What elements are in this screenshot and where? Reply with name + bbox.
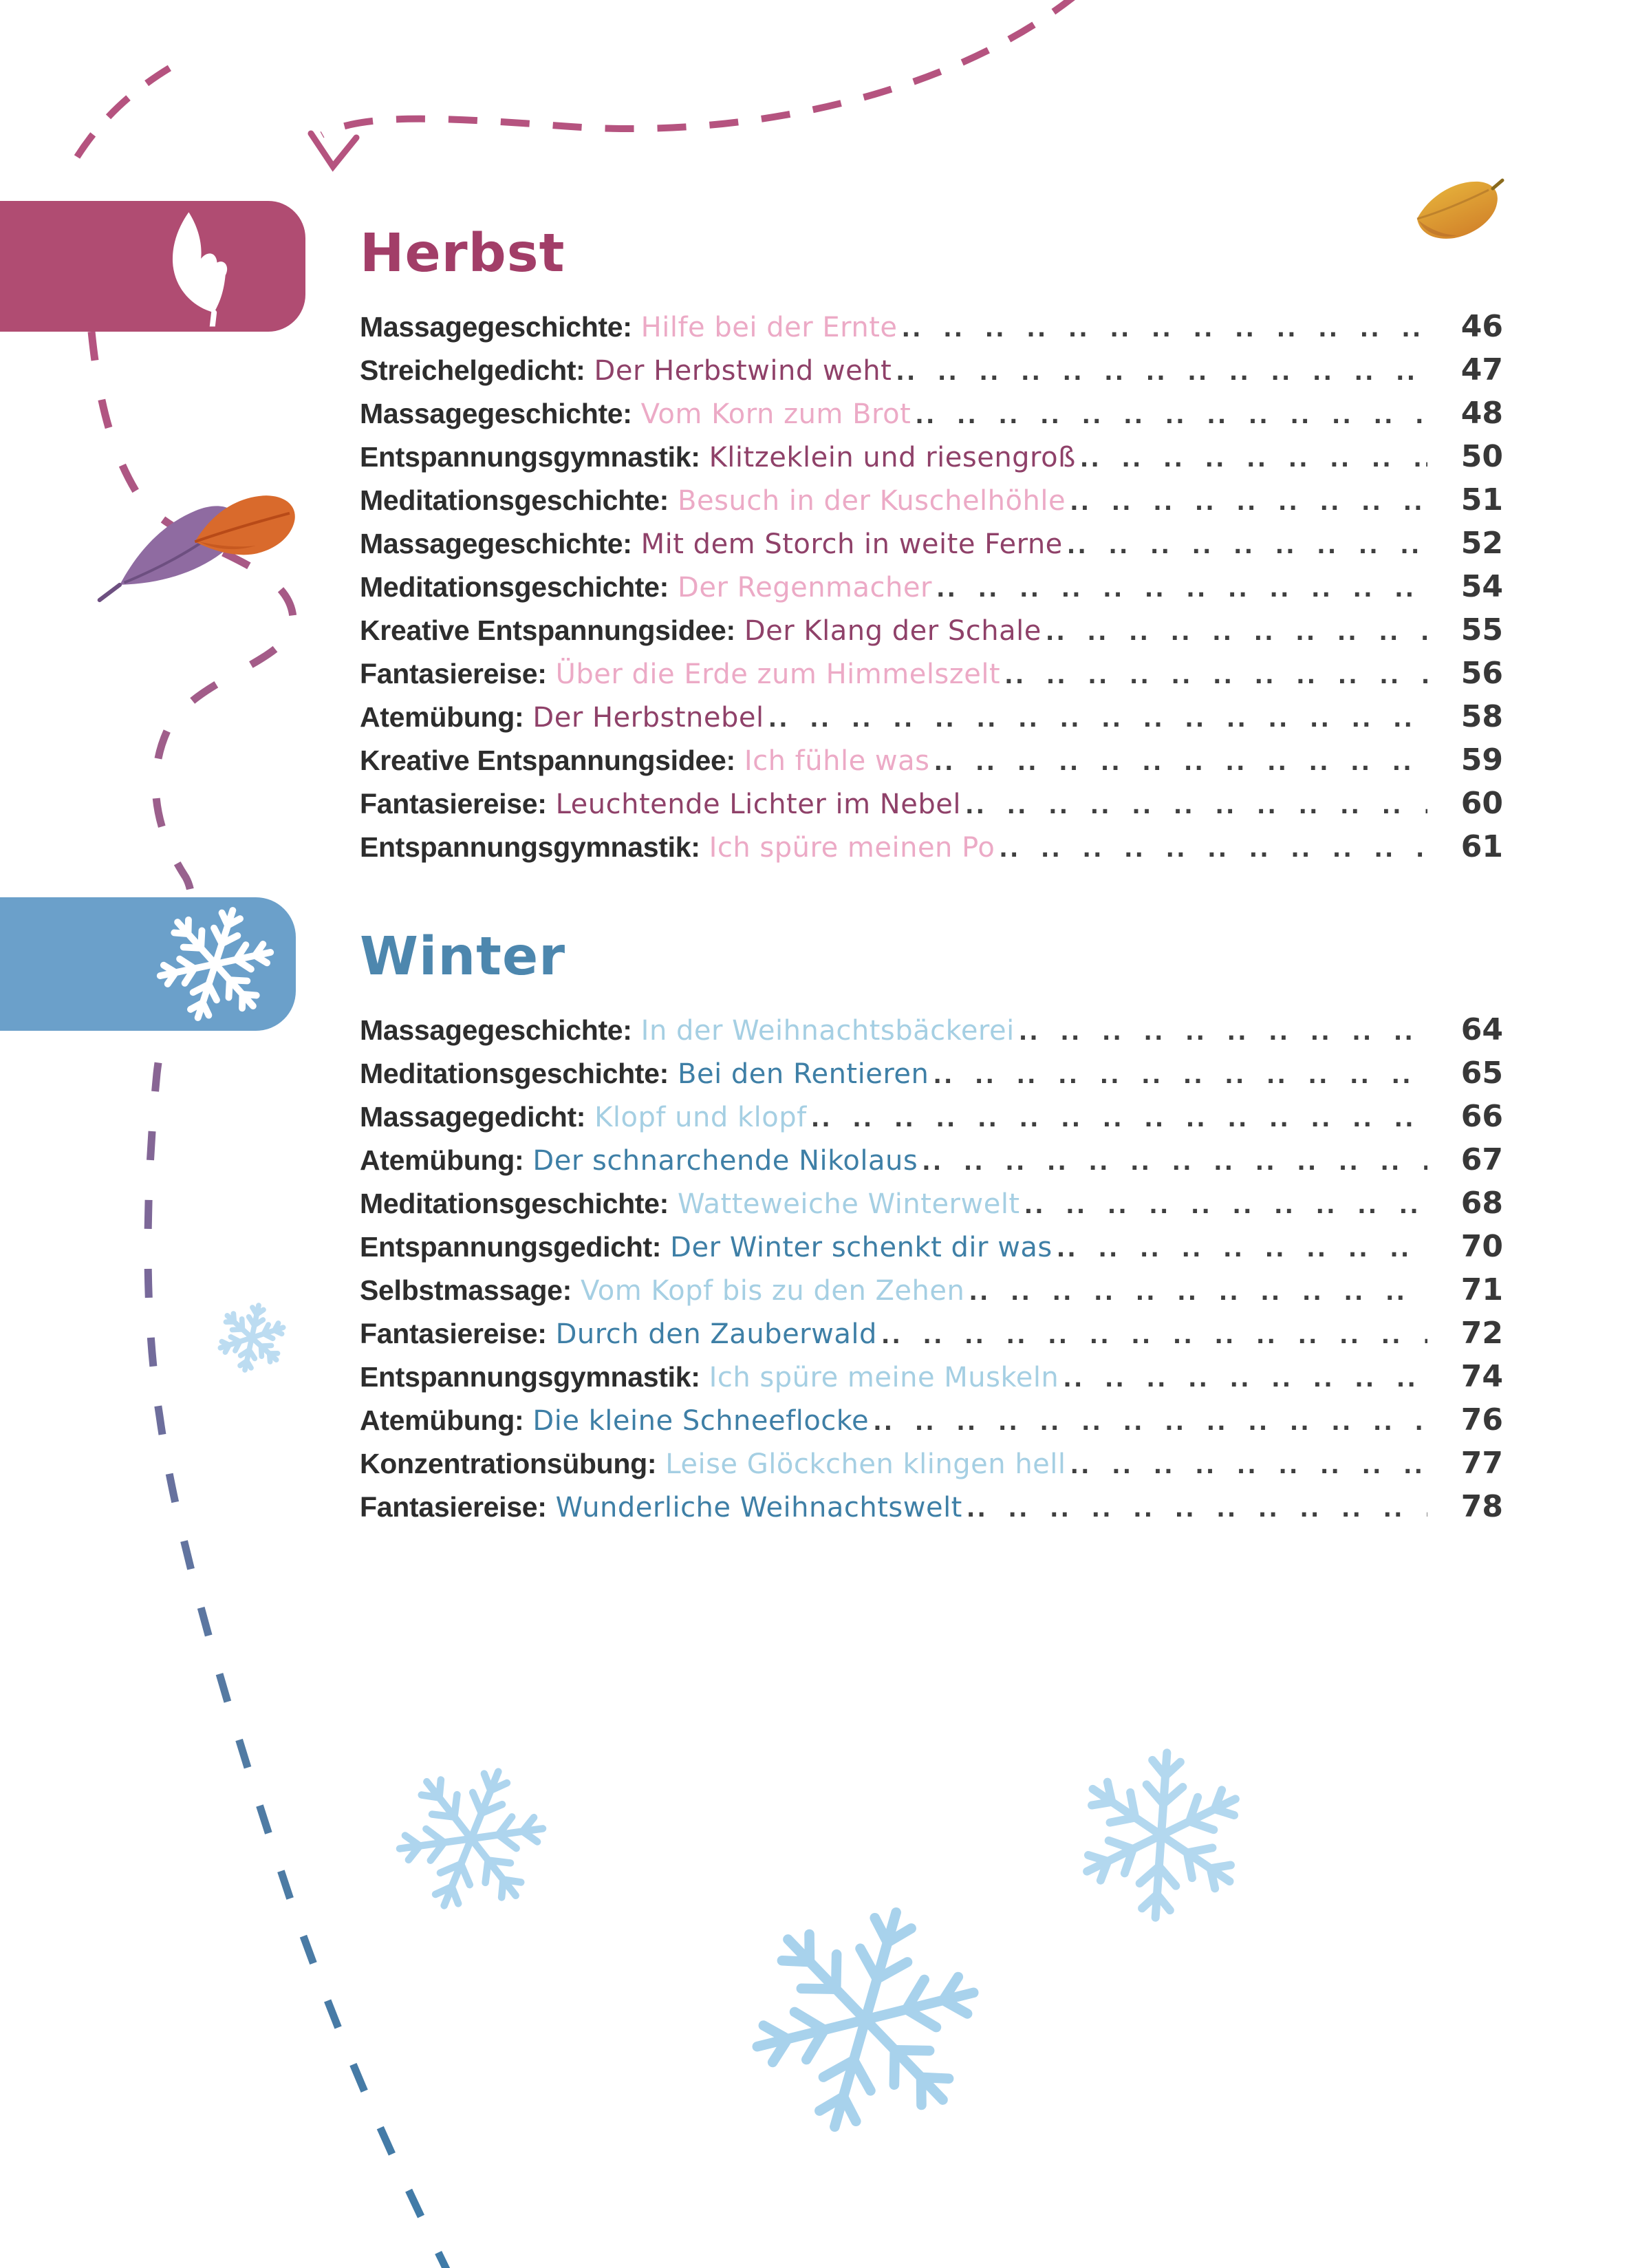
toc-row bbox=[360, 1099, 1503, 1142]
toc-row bbox=[360, 309, 1503, 352]
dot-leader bbox=[811, 1105, 1427, 1132]
toc-row bbox=[360, 569, 1503, 612]
dot-leader bbox=[1024, 1192, 1427, 1219]
dot-leader bbox=[1046, 619, 1427, 645]
entry-page: 52 bbox=[1460, 526, 1503, 561]
dot-leader bbox=[934, 749, 1427, 775]
section-title: Winter bbox=[360, 926, 566, 987]
entry-category: Atemübung: bbox=[360, 1404, 524, 1436]
dot-leader bbox=[915, 402, 1427, 429]
dot-leader bbox=[1067, 532, 1427, 559]
entry-category: Massagegedicht: bbox=[360, 1101, 586, 1133]
toc-row bbox=[360, 1446, 1503, 1489]
entry-page: 54 bbox=[1460, 569, 1503, 604]
toc-row bbox=[360, 656, 1503, 699]
entry-category: Fantasiereise: bbox=[360, 788, 547, 820]
dot-leader bbox=[922, 1148, 1427, 1175]
section-herbst bbox=[360, 223, 1503, 873]
entry-page: 55 bbox=[1460, 612, 1503, 648]
entry-page: 67 bbox=[1460, 1142, 1503, 1177]
entry-title: Der Herbstwind weht bbox=[594, 355, 892, 387]
toc-row bbox=[360, 1402, 1503, 1446]
toc-row bbox=[360, 1186, 1503, 1229]
entry-page: 50 bbox=[1460, 439, 1503, 474]
top-dashed-curve bbox=[77, 0, 1077, 167]
entry-page: 66 bbox=[1460, 1099, 1503, 1134]
entry-page: 64 bbox=[1460, 1012, 1503, 1047]
herbst-season-badge bbox=[0, 201, 305, 332]
dot-leader bbox=[936, 575, 1427, 602]
toc-rows bbox=[360, 1012, 1503, 1532]
snowflake-icon bbox=[1075, 1747, 1247, 1923]
snowflake-icon bbox=[150, 899, 281, 1029]
entry-page: 59 bbox=[1460, 742, 1503, 778]
entry-title: Die kleine Schneeflocke bbox=[532, 1405, 870, 1437]
entry-title: Der Klang der Schale bbox=[744, 615, 1042, 647]
arrowhead-icon bbox=[311, 133, 356, 167]
dot-leader bbox=[933, 1062, 1427, 1089]
entry-title: Leuchtende Lichter im Nebel bbox=[555, 789, 961, 820]
entry-category: Meditationsgeschichte: bbox=[360, 1058, 669, 1089]
toc-row bbox=[360, 829, 1503, 873]
toc-row bbox=[360, 1272, 1503, 1316]
toc-row bbox=[360, 526, 1503, 569]
entry-page: 51 bbox=[1460, 482, 1503, 517]
dot-leader bbox=[1080, 445, 1427, 472]
entry-page: 76 bbox=[1460, 1402, 1503, 1437]
section-title: Herbst bbox=[360, 223, 565, 284]
entry-page: 78 bbox=[1460, 1489, 1503, 1524]
entry-title: Vom Korn zum Brot bbox=[640, 398, 911, 430]
toc-row bbox=[360, 396, 1503, 439]
entry-category: Entspannungsgymnastik: bbox=[360, 441, 700, 473]
entry-page: 47 bbox=[1460, 352, 1503, 387]
entry-category: Konzentrationsübung: bbox=[360, 1448, 657, 1479]
toc-row bbox=[360, 742, 1503, 786]
entry-page: 48 bbox=[1460, 396, 1503, 431]
entry-category: Fantasiereise: bbox=[360, 1318, 547, 1349]
entry-title: Besuch in der Kuschelhöhle bbox=[678, 485, 1066, 517]
entry-category: Massagegeschichte: bbox=[360, 1014, 632, 1046]
feather-icon bbox=[165, 206, 282, 327]
section-winter bbox=[360, 926, 1503, 1532]
entry-category: Massagegeschichte: bbox=[360, 398, 632, 429]
entry-page: 61 bbox=[1460, 829, 1503, 864]
toc-row bbox=[360, 612, 1503, 656]
entry-page: 58 bbox=[1460, 699, 1503, 734]
entry-category: Streichelgedicht: bbox=[360, 354, 585, 386]
snowflake-icon bbox=[213, 1298, 290, 1376]
entry-title: Watteweiche Winterwelt bbox=[678, 1188, 1020, 1220]
entry-category: Massagegeschichte: bbox=[360, 528, 632, 559]
toc-rows bbox=[360, 309, 1503, 873]
dot-leader bbox=[896, 359, 1427, 385]
entry-title: Leise Glöckchen klingen hell bbox=[665, 1448, 1066, 1480]
toc-row bbox=[360, 1316, 1503, 1359]
entry-category: Selbstmassage: bbox=[360, 1274, 572, 1306]
entry-category: Fantasiereise: bbox=[360, 658, 547, 689]
entry-category: Kreative Entspannungsidee: bbox=[360, 614, 735, 646]
entry-category: Fantasiereise: bbox=[360, 1491, 547, 1523]
entry-page: 46 bbox=[1460, 309, 1503, 344]
snowflake-icon bbox=[730, 1883, 1000, 2157]
winter-season-badge bbox=[0, 897, 296, 1031]
entry-page: 70 bbox=[1460, 1229, 1503, 1264]
entry-page: 65 bbox=[1460, 1056, 1503, 1091]
toc-row bbox=[360, 1229, 1503, 1272]
entry-title: Vom Kopf bis zu den Zehen bbox=[581, 1275, 965, 1307]
entry-title: Ich spüre meinen Po bbox=[709, 832, 995, 864]
entry-category: Meditationsgeschichte: bbox=[360, 1188, 669, 1219]
entry-category: Massagegeschichte: bbox=[360, 311, 632, 343]
toc-row bbox=[360, 786, 1503, 829]
entry-category: Atemübung: bbox=[360, 701, 524, 733]
entry-category: Meditationsgeschichte: bbox=[360, 484, 669, 516]
autumn-leaves-icon bbox=[100, 477, 301, 618]
dot-leader bbox=[999, 835, 1427, 862]
dot-leader bbox=[902, 315, 1427, 342]
entry-page: 71 bbox=[1460, 1272, 1503, 1307]
entry-page: 60 bbox=[1460, 786, 1503, 821]
entry-category: Meditationsgeschichte: bbox=[360, 571, 669, 603]
entry-title: In der Weihnachtsbäckerei bbox=[640, 1015, 1015, 1047]
entry-page: 72 bbox=[1460, 1316, 1503, 1351]
entry-title: Durch den Zauberwald bbox=[555, 1318, 877, 1350]
entry-title: Ich spüre meine Muskeln bbox=[709, 1362, 1059, 1393]
entry-page: 56 bbox=[1460, 656, 1503, 691]
entry-page: 77 bbox=[1460, 1446, 1503, 1481]
toc-row bbox=[360, 1142, 1503, 1186]
entry-category: Kreative Entspannungsidee: bbox=[360, 745, 735, 776]
entry-title: Über die Erde zum Himmelszelt bbox=[555, 659, 1001, 690]
dot-leader bbox=[881, 1322, 1427, 1349]
toc-row bbox=[360, 1489, 1503, 1532]
toc-row bbox=[360, 352, 1503, 396]
entry-page: 68 bbox=[1460, 1186, 1503, 1221]
entry-title: Der Herbstnebel bbox=[532, 702, 764, 734]
entry-title: Wunderliche Weihnachtswelt bbox=[555, 1492, 962, 1523]
entry-title: Der Winter schenkt dir was bbox=[670, 1232, 1053, 1263]
dot-leader bbox=[965, 792, 1427, 819]
snowflake-icon bbox=[379, 1745, 564, 1932]
toc-row bbox=[360, 1012, 1503, 1056]
toc-row bbox=[360, 1359, 1503, 1402]
toc-row bbox=[360, 482, 1503, 526]
entry-title: Hilfe bei der Ernte bbox=[640, 312, 898, 343]
entry-title: Der Regenmacher bbox=[678, 572, 932, 603]
entry-title: Klopf und klopf bbox=[594, 1102, 807, 1133]
entry-category: Entspannungsgymnastik: bbox=[360, 1361, 700, 1393]
entry-title: Der schnarchende Nikolaus bbox=[532, 1145, 918, 1177]
dot-leader bbox=[873, 1409, 1427, 1435]
dot-leader bbox=[1070, 1452, 1427, 1479]
toc-row bbox=[360, 1056, 1503, 1099]
entry-title: Mit dem Storch in weite Ferne bbox=[640, 528, 1063, 560]
dot-leader bbox=[969, 1279, 1427, 1305]
toc-row bbox=[360, 439, 1503, 482]
dot-leader bbox=[967, 1495, 1427, 1522]
entry-title: Klitzeklein und riesengroß bbox=[709, 442, 1076, 473]
dot-leader bbox=[1019, 1018, 1427, 1045]
entry-category: Entspannungsgedicht: bbox=[360, 1231, 662, 1263]
dot-leader bbox=[768, 705, 1427, 732]
dot-leader bbox=[1063, 1365, 1427, 1392]
toc-row bbox=[360, 699, 1503, 742]
dot-leader bbox=[1004, 662, 1427, 689]
entry-title: Ich fühle was bbox=[744, 745, 930, 777]
dot-leader bbox=[1057, 1235, 1427, 1262]
dot-leader bbox=[1070, 489, 1427, 515]
entry-category: Atemübung: bbox=[360, 1144, 524, 1176]
entry-page: 74 bbox=[1460, 1359, 1503, 1394]
entry-title: Bei den Rentieren bbox=[678, 1058, 929, 1090]
entry-category: Entspannungsgymnastik: bbox=[360, 831, 700, 863]
